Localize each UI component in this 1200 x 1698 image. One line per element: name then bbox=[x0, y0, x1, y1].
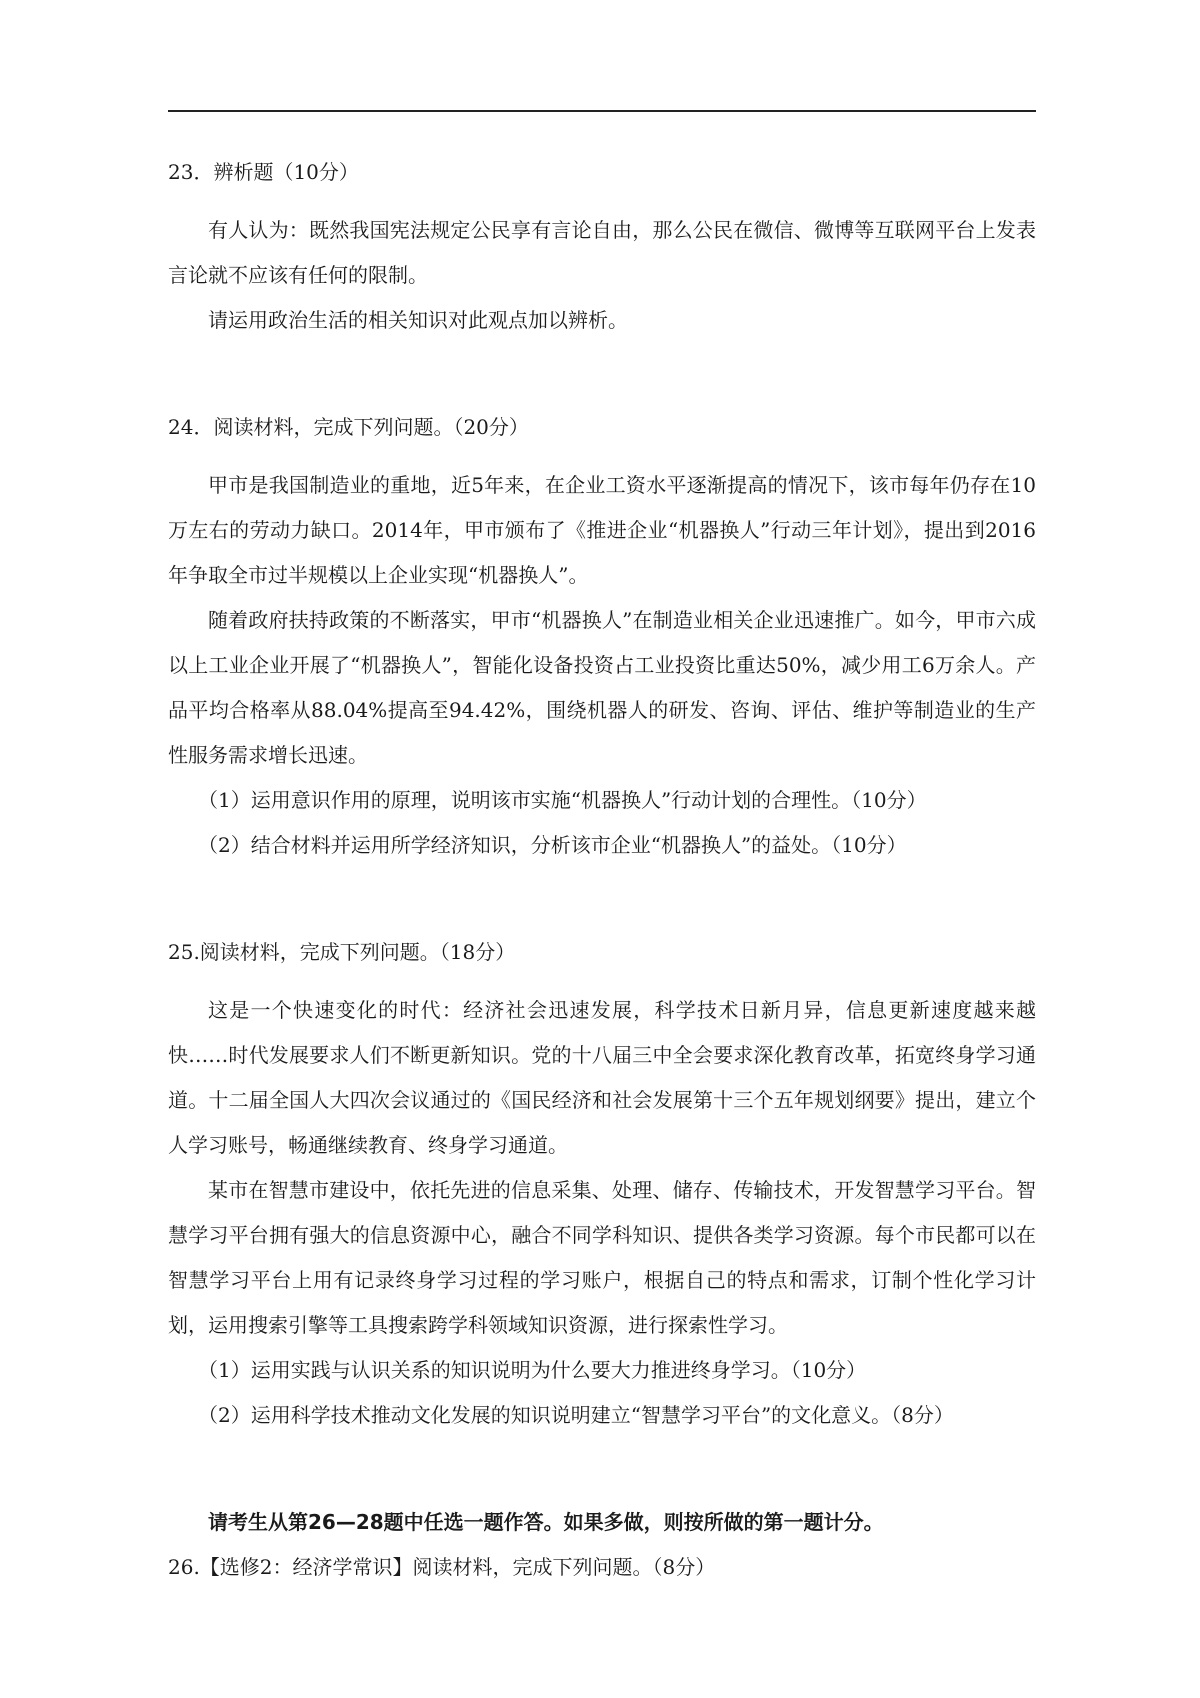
question-24 bbox=[168, 405, 1036, 868]
question-26-title: 26.【选修2：经济学常识】阅读材料，完成下列问题。（8分） bbox=[168, 1555, 716, 1579]
question-23-title: 23．辨析题（10分） bbox=[168, 160, 359, 184]
header-rule bbox=[168, 110, 1036, 112]
question-25-sub-2: （2）运用科学技术推动文化发展的知识说明建立“智慧学习平台”的文化意义。（8分） bbox=[198, 1403, 954, 1427]
elective-note: 请考生从第26—28题中任选一题作答。如果多做，则按所做的第一题计分。 bbox=[208, 1510, 884, 1534]
question-25 bbox=[168, 930, 1036, 1438]
question-25-title: 25.阅读材料，完成下列问题。（18分） bbox=[168, 940, 516, 964]
question-23-paragraph-1: 有人认为：既然我国宪法规定公民享有言论自由，那么公民在微信、微博等互联网平台上发表言论就不应该有任何的限制。 bbox=[168, 218, 1036, 287]
question-23-paragraph-2: 请运用政治生活的相关知识对此观点加以辨析。 bbox=[208, 308, 628, 332]
question-24-paragraph-1: 甲市是我国制造业的重地，近5年来，在企业工资水平逐渐提高的情况下，该市每年仍存在10万左右的劳动力缺口。2014年，甲市颁布了《推进企业“机器换人”行动三年计划》，提出到2016年争取全市过半规模以上企业实现“机器换人”。 bbox=[168, 473, 1036, 587]
question-24-paragraph-2: 随着政府扶持政策的不断落实，甲市“机器换人”在制造业相关企业迅速推广。如今，甲市六成以上工业企业开展了“机器换人”，智能化设备投资占工业投资比重达50%，减少用工6万余人。产品平均合格率从88.04%提高至94.42%，围绕机器人的研发、咨询、评估、维护等制造业的生产性服务需求增长迅速。 bbox=[168, 608, 1036, 767]
question-25-paragraph-1: 这是一个快速变化的时代：经济社会迅速发展，科学技术日新月异，信息更新速度越来越快……时代发展要求人们不断更新知识。党的十八届三中全会要求深化教育改革，拓宽终身学习通道。十二届全国人大四次会议通过的《国民经济和社会发展第十三个五年规划纲要》提出，建立个人学习账号，畅通继续教育、终身学习通道。 bbox=[168, 998, 1036, 1157]
question-23 bbox=[168, 150, 1036, 343]
question-24-sub-1: （1）运用意识作用的原理，说明该市实施“机器换人”行动计划的合理性。（10分） bbox=[198, 788, 927, 812]
question-24-title: 24．阅读材料，完成下列问题。（20分） bbox=[168, 415, 529, 439]
question-24-sub-2: （2）结合材料并运用所学经济知识，分析该市企业“机器换人”的益处。（10分） bbox=[198, 833, 907, 857]
exam-page bbox=[168, 150, 1036, 1590]
question-25-sub-1: （1）运用实践与认识关系的知识说明为什么要大力推进终身学习。（10分） bbox=[198, 1358, 867, 1382]
question-25-paragraph-2: 某市在智慧市建设中，依托先进的信息采集、处理、储存、传输技术，开发智慧学习平台。智慧学习平台拥有强大的信息资源中心，融合不同学科知识、提供各类学习资源。每个市民都可以在智慧学习平台上用有记录终身学习过程的学习账户，根据自己的特点和需求，订制个性化学习计划，运用搜索引擎等工具搜索跨学科领域知识资源，进行探索性学习。 bbox=[168, 1178, 1036, 1337]
